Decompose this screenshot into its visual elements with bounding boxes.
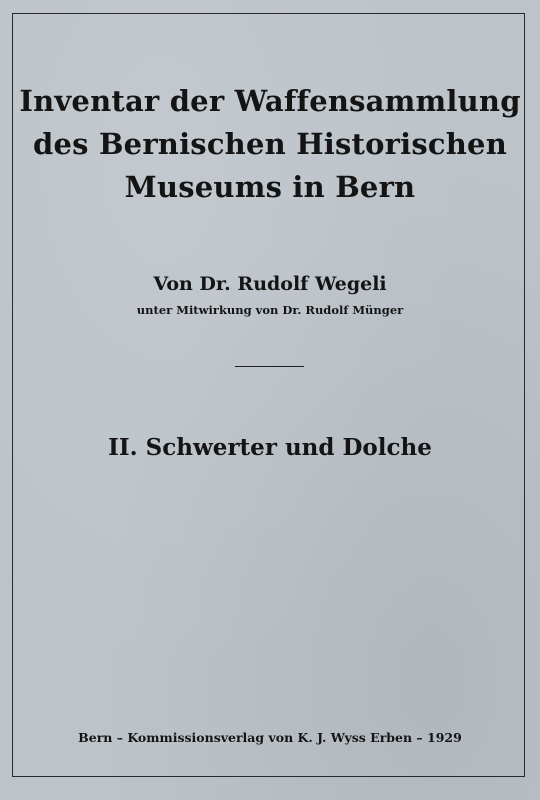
divider-rule xyxy=(235,366,304,367)
collaboration-line: unter Mitwirkung von Dr. Rudolf Münger xyxy=(136,303,404,317)
title-line-2: des Bernischen Historischen xyxy=(33,127,507,161)
title-line-1: Inventar der Waffensammlung xyxy=(19,84,521,118)
title-line-3: Museums in Bern xyxy=(124,170,416,204)
volume-title: II. Schwerter und Dolche xyxy=(108,434,432,461)
publisher-imprint: Bern – Kommissionsverlag von K. J. Wyss Erben – 1929 xyxy=(78,730,462,745)
author-line: Von Dr. Rudolf Wegeli xyxy=(153,273,387,295)
